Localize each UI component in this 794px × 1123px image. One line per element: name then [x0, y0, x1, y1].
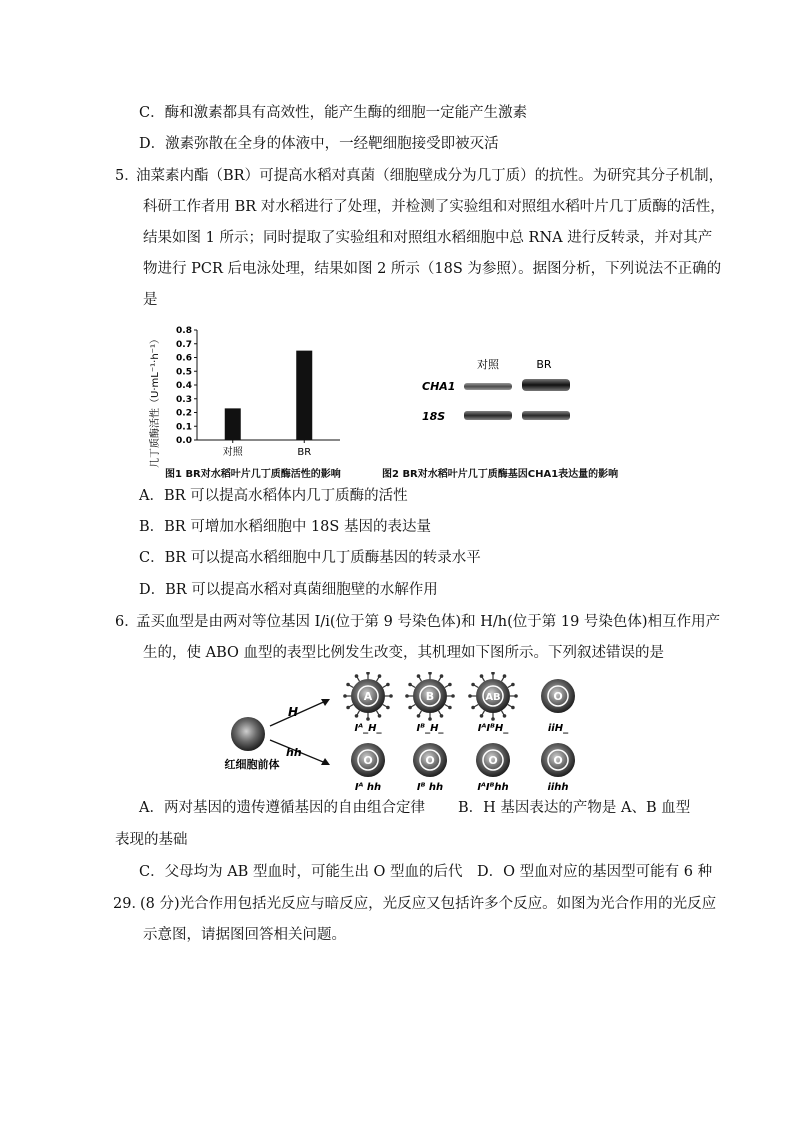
q5-stem-line: 结果如图 1 所示；同时提取了实验组和对照组水稻细胞中总 RNA 进行反转录，并对其产	[143, 230, 713, 246]
gel-row-label-cha1: CHA1	[422, 380, 456, 393]
svg-text:O: O	[488, 754, 498, 767]
genotype-label: iihh	[547, 782, 569, 793]
q5-stem-line: 科研工作者用 BR 对水稻进行了处理，并检测了实验组和对照组水稻叶片几丁质酶的活性，	[143, 199, 725, 215]
blood-cell-ab	[468, 672, 518, 721]
q5-stem-line: 油菜素内酯（BR）可提高水稻对真菌（细胞壁成分为几丁质）的抗性。为研究其分子机制，	[136, 168, 724, 184]
genotype-label: IᴬIᴮH_	[477, 723, 509, 734]
gel-band-cha1-br	[522, 379, 570, 391]
gel-band-18s-br	[522, 411, 570, 420]
fig1-bar-chart	[140, 318, 360, 468]
genotype-label: Iᴬ hh	[354, 782, 382, 793]
chart-ylabel: 几丁质酶活性（U·mL⁻¹·h⁻¹）	[150, 334, 161, 468]
y-tick-label: 0.8	[176, 326, 192, 336]
q6-options-c-d: C．父母均为 AB 型血时，可能生出 O 型血的后代 D．O 型血对应的基因型可能有 6 种	[139, 864, 713, 880]
gel-row-label-18s: 18S	[422, 410, 446, 423]
svg-text:AB: AB	[485, 692, 501, 703]
q29-stem-line: 示意图，请据图回答相关问题。	[143, 927, 346, 943]
q4-option-d: D．激素弥散在全身的体液中，一经靶细胞接受即被灭活	[139, 136, 499, 152]
q6-option-b-cont: 表现的基础	[115, 832, 188, 848]
q6-stem-line: 生的，使 ABO 血型的表型比例发生改变，其机理如下图所示。下列叙述错误的是	[143, 645, 664, 661]
gel-col-label-br: BR	[536, 358, 552, 371]
y-tick-label: 0.4	[176, 381, 192, 391]
blood-cell-a	[343, 672, 393, 721]
svg-text:O: O	[553, 690, 563, 703]
svg-text:O: O	[553, 754, 563, 767]
q5-option-d: D．BR 可以提高水稻对真菌细胞壁的水解作用	[139, 582, 438, 598]
arrow-to-H	[270, 700, 328, 726]
blood-cell-o	[541, 743, 575, 777]
q6-option-a: A．两对基因的遗传遵循基因的自由组合定律	[139, 800, 425, 816]
precursor-label: 红细胞前体	[224, 758, 280, 771]
q5-option-b: B．BR 可增加水稻细胞中 18S 基因的表达量	[139, 519, 431, 535]
gel-band-18s-control	[464, 411, 512, 420]
arrow-label-hh: hh	[286, 746, 302, 759]
y-tick-label: 0.3	[176, 394, 192, 405]
q29-number: 29．	[113, 896, 146, 912]
q5-stem-line: 是	[143, 292, 158, 308]
q5-option-c: C．BR 可以提高水稻细胞中几丁质酶基因的转录水平	[139, 550, 481, 566]
fig1-caption: 图1 BR对水稻叶片几丁质酶活性的影响	[165, 469, 341, 480]
svg-text:B: B	[425, 690, 435, 703]
precursor-cell	[231, 717, 265, 751]
q6-number: 6．	[115, 614, 139, 630]
q5-option-a: A．BR 可以提高水稻体内几丁质酶的活性	[139, 488, 408, 504]
blood-type-diagram	[200, 672, 600, 797]
gel-col-label-control: 对照	[477, 358, 499, 371]
bar	[296, 351, 312, 440]
q6-option-b: B．H 基因表达的产物是 A、B 血型	[458, 800, 691, 816]
svg-text:A: A	[363, 690, 373, 703]
bar	[225, 408, 241, 440]
blood-cell-o	[541, 679, 575, 713]
q5-number: 5．	[115, 168, 139, 184]
svg-text:O: O	[425, 754, 435, 767]
y-tick-label: 0.0	[176, 436, 192, 446]
y-tick-label: 0.1	[176, 422, 192, 433]
fig2-caption: 图2 BR对水稻叶片几丁质酶基因CHA1表达量的影响	[382, 469, 619, 480]
q4-option-c: C．酶和激素都具有高效性，能产生酶的细胞一定能产生激素	[139, 105, 528, 121]
q5-stem-line: 物进行 PCR 后电泳处理，结果如图 2 所示（18S 为参照）。据图分析，下列说法不正确的	[143, 261, 722, 277]
genotype-label: Iᴮ hh	[416, 782, 444, 793]
q6-stem-line: 孟买血型是由两对等位基因 I/i(位于第 9 号染色体)和 H/h(位于第 19 号染色体)相互作用产	[136, 614, 721, 630]
blood-cell-o	[413, 743, 447, 777]
fig2-gel-image	[420, 345, 590, 435]
genotype-label: iiH_	[547, 723, 569, 734]
arrow-label-H: H	[288, 705, 299, 719]
y-tick-label: 0.2	[176, 408, 192, 419]
x-tick-label: BR	[297, 447, 312, 458]
y-tick-label: 0.5	[176, 367, 192, 378]
genotype-label: IᴬIᴮhh	[477, 782, 509, 793]
gel-band-cha1-control	[464, 383, 512, 390]
y-tick-label: 0.6	[176, 353, 192, 364]
genotype-label: Iᴬ_H_	[354, 723, 382, 734]
y-tick-label: 0.7	[176, 339, 192, 350]
genotype-label: Iᴮ_H_	[416, 723, 444, 734]
x-tick-label: 对照	[222, 447, 243, 458]
blood-cell-o	[476, 743, 510, 777]
blood-cell-o	[351, 743, 385, 777]
blood-cell-b	[405, 672, 455, 721]
svg-text:O: O	[363, 754, 373, 767]
q29-stem-line: (8 分)光合作用包括光反应与暗反应，光反应又包括许多个反应。如图为光合作用的光反应	[140, 896, 717, 912]
